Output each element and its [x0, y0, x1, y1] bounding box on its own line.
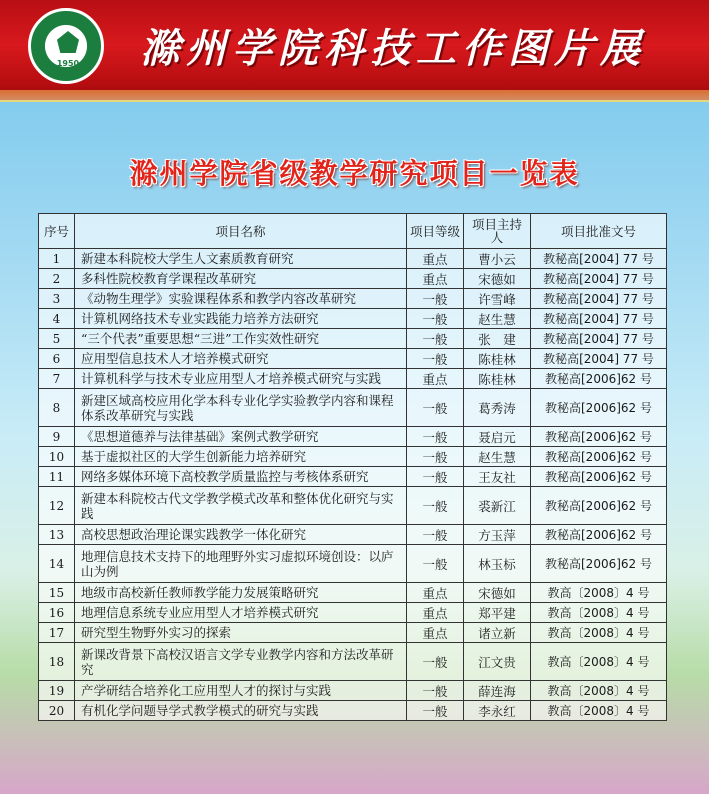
table-row [39, 269, 667, 289]
cell-approval-no: 教秘高[2006]62 号 [531, 487, 667, 525]
cell-project-name: 网络多媒体环境下高校教学质量监控与考核体系研究 [75, 467, 407, 487]
cell-project-name: 地级市高校新任教师教学能力发展策略研究 [75, 583, 407, 603]
cell-no: 7 [39, 369, 75, 389]
cell-level: 一般 [407, 427, 464, 447]
cell-host: 王友社 [464, 467, 531, 487]
cell-no: 15 [39, 583, 75, 603]
cell-level: 重点 [407, 249, 464, 269]
cell-approval-no: 教秘高[2006]62 号 [531, 525, 667, 545]
cell-project-name: 高校思想政治理论课实践教学一体化研究 [75, 525, 407, 545]
project-table [38, 213, 667, 721]
table-row [39, 369, 667, 389]
cell-host: 张 建 [464, 329, 531, 349]
cell-host: 葛秀涛 [464, 389, 531, 427]
table-row [39, 427, 667, 447]
cell-host: 林玉标 [464, 545, 531, 583]
cell-approval-no: 教秘高[2004] 77 号 [531, 309, 667, 329]
cell-host: 陈桂林 [464, 369, 531, 389]
cell-level: 一般 [407, 487, 464, 525]
table-row [39, 603, 667, 623]
cell-no: 12 [39, 487, 75, 525]
cell-project-name: 新建区域高校应用化学本科专业化学实验教学内容和课程体系改革研究与实践 [75, 389, 407, 427]
emblem-icon [57, 31, 79, 53]
header-host: 项目主持人 [464, 214, 531, 249]
table-row [39, 525, 667, 545]
table-row [39, 487, 667, 525]
cell-level: 重点 [407, 583, 464, 603]
cell-no: 3 [39, 289, 75, 309]
cell-host: 赵生慧 [464, 447, 531, 467]
cell-approval-no: 教秘高[2004] 77 号 [531, 249, 667, 269]
table-row [39, 289, 667, 309]
table-row [39, 249, 667, 269]
cell-no: 16 [39, 603, 75, 623]
cell-level: 一般 [407, 643, 464, 681]
cell-approval-no: 教秘高[2004] 77 号 [531, 329, 667, 349]
cell-no: 5 [39, 329, 75, 349]
cell-host: 宋德如 [464, 269, 531, 289]
cell-level: 一般 [407, 329, 464, 349]
cell-approval-no: 教秘高[2006]62 号 [531, 389, 667, 427]
cell-no: 8 [39, 389, 75, 427]
cell-approval-no: 教高〔2008〕4 号 [531, 681, 667, 701]
cell-host: 诸立新 [464, 623, 531, 643]
cell-no: 11 [39, 467, 75, 487]
table-row [39, 309, 667, 329]
table-header-row [39, 214, 667, 249]
table-row [39, 329, 667, 349]
page-title: 滁州学院省级教学研究项目一览表 [129, 157, 580, 190]
cell-no: 14 [39, 545, 75, 583]
cell-project-name: 计算机网络技术专业实践能力培养方法研究 [75, 309, 407, 329]
cell-project-name: 产学研结合培养化工应用型人才的探讨与实践 [75, 681, 407, 701]
cell-project-name: 地理信息技术支持下的地理野外实习虚拟环境创设：以庐山为例 [75, 545, 407, 583]
cell-level: 一般 [407, 467, 464, 487]
header-name: 项目名称 [75, 214, 407, 249]
cell-no: 10 [39, 447, 75, 467]
university-logo [28, 8, 104, 84]
logo-year: 1950 [56, 59, 80, 68]
cell-host: 聂启元 [464, 427, 531, 447]
cell-host: 方玉萍 [464, 525, 531, 545]
cell-project-name: 基于虚拟社区的大学生创新能力培养研究 [75, 447, 407, 467]
cell-approval-no: 教高〔2008〕4 号 [531, 603, 667, 623]
table-row [39, 389, 667, 427]
cell-host: 陈桂林 [464, 349, 531, 369]
cell-project-name: 《思想道德养与法律基础》案例式教学研究 [75, 427, 407, 447]
cell-approval-no: 教秘高[2004] 77 号 [531, 269, 667, 289]
cell-level: 一般 [407, 701, 464, 721]
cell-project-name: 新建本科院校大学生人文素质教育研究 [75, 249, 407, 269]
cell-host: 曹小云 [464, 249, 531, 269]
cell-project-name: 应用型信息技术人才培养模式研究 [75, 349, 407, 369]
cell-approval-no: 教秘高[2004] 77 号 [531, 289, 667, 309]
cell-host: 江文贵 [464, 643, 531, 681]
cell-host: 李永红 [464, 701, 531, 721]
cell-approval-no: 教秘高[2006]62 号 [531, 369, 667, 389]
cell-project-name: 研究型生物野外实习的探索 [75, 623, 407, 643]
cell-project-name: 新课改背景下高校汉语言文学专业教学内容和方法改革研究 [75, 643, 407, 681]
cell-approval-no: 教秘高[2006]62 号 [531, 467, 667, 487]
cell-approval-no: 教秘高[2006]62 号 [531, 545, 667, 583]
cell-project-name: 地理信息系统专业应用型人才培养模式研究 [75, 603, 407, 623]
cell-no: 6 [39, 349, 75, 369]
table-row [39, 681, 667, 701]
cell-host: 宋德如 [464, 583, 531, 603]
cell-level: 重点 [407, 603, 464, 623]
cell-no: 19 [39, 681, 75, 701]
cell-host: 许雪峰 [464, 289, 531, 309]
cell-host: 赵生慧 [464, 309, 531, 329]
table-row [39, 545, 667, 583]
cell-no: 20 [39, 701, 75, 721]
cell-no: 18 [39, 643, 75, 681]
cell-no: 13 [39, 525, 75, 545]
cell-project-name: 新建本科院校古代文学教学模式改革和整体优化研究与实践 [75, 487, 407, 525]
cell-no: 1 [39, 249, 75, 269]
cell-host: 裘新江 [464, 487, 531, 525]
cell-no: 17 [39, 623, 75, 643]
table-row [39, 583, 667, 603]
cell-level: 重点 [407, 623, 464, 643]
cell-level: 重点 [407, 269, 464, 289]
header-doc: 项目批准文号 [531, 214, 667, 249]
cell-approval-no: 教高〔2008〕4 号 [531, 701, 667, 721]
cell-level: 一般 [407, 525, 464, 545]
cell-project-name: 《动物生理学》实验课程体系和教学内容改革研究 [75, 289, 407, 309]
cell-level: 重点 [407, 369, 464, 389]
table-row [39, 623, 667, 643]
cell-project-name: 多科性院校教育学课程改革研究 [75, 269, 407, 289]
header-no: 序号 [39, 214, 75, 249]
cell-approval-no: 教秘高[2004] 77 号 [531, 349, 667, 369]
cell-project-name: 有机化学问题导学式教学模式的研究与实践 [75, 701, 407, 721]
table-row [39, 467, 667, 487]
table-row [39, 701, 667, 721]
cell-level: 一般 [407, 447, 464, 467]
cell-approval-no: 教高〔2008〕4 号 [531, 643, 667, 681]
cell-no: 2 [39, 269, 75, 289]
cell-host: 郑平建 [464, 603, 531, 623]
cell-no: 4 [39, 309, 75, 329]
cell-level: 一般 [407, 309, 464, 329]
table-row [39, 349, 667, 369]
table-row [39, 447, 667, 467]
cell-level: 一般 [407, 545, 464, 583]
cell-level: 一般 [407, 349, 464, 369]
banner-title: 滁州学院科技工作图片展 [140, 25, 646, 72]
cell-approval-no: 教高〔2008〕4 号 [531, 583, 667, 603]
cell-project-name: “三个代表”重要思想“三进”工作实效性研究 [75, 329, 407, 349]
cell-approval-no: 教秘高[2006]62 号 [531, 447, 667, 467]
cell-level: 一般 [407, 681, 464, 701]
cell-approval-no: 教秘高[2006]62 号 [531, 427, 667, 447]
header-level: 项目等级 [407, 214, 464, 249]
cell-level: 一般 [407, 289, 464, 309]
cell-no: 9 [39, 427, 75, 447]
cell-host: 薛连海 [464, 681, 531, 701]
cell-approval-no: 教高〔2008〕4 号 [531, 623, 667, 643]
banner [0, 0, 709, 102]
cell-level: 一般 [407, 389, 464, 427]
table-row [39, 643, 667, 681]
cell-project-name: 计算机科学与技术专业应用型人才培养模式研究与实践 [75, 369, 407, 389]
